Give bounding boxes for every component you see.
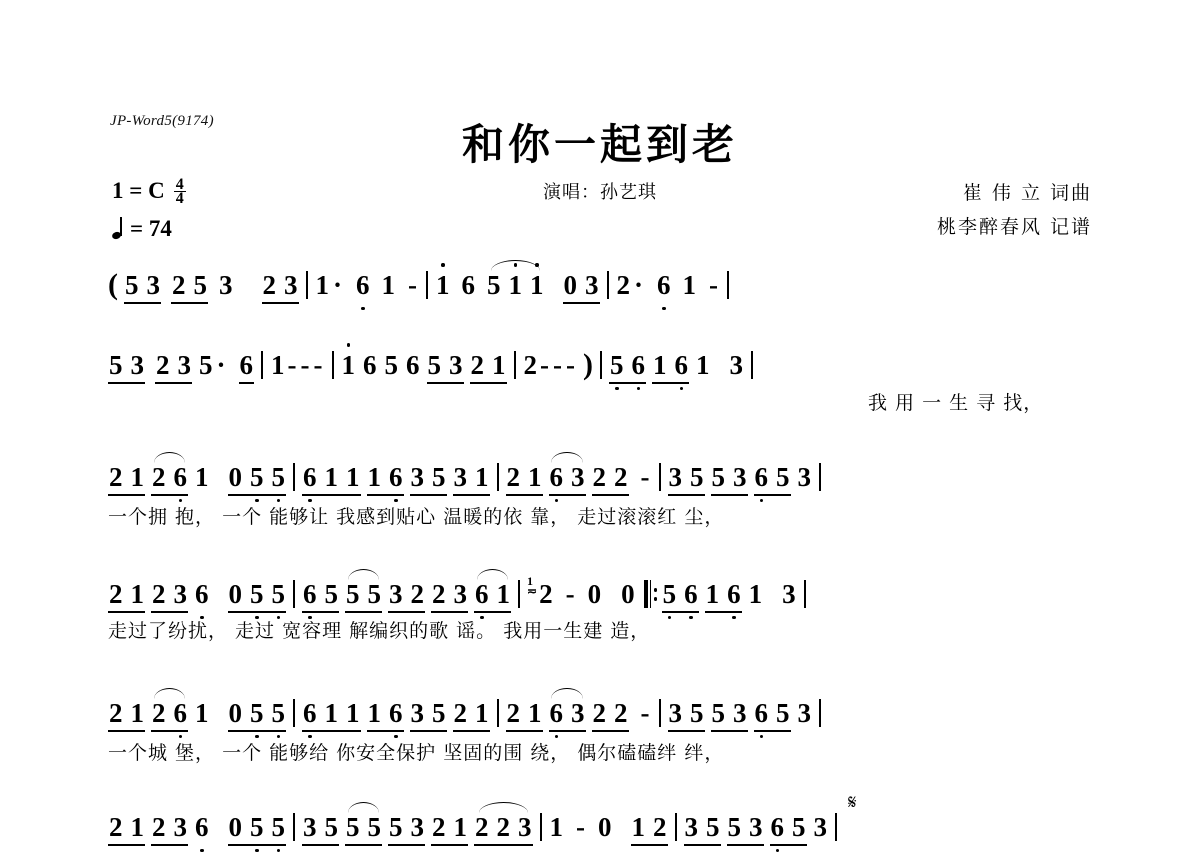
notes-row-5 (108, 698, 1100, 740)
barline (804, 580, 806, 608)
slur: 5 5 (345, 579, 382, 613)
note: 5 (384, 350, 399, 380)
barline (819, 463, 821, 491)
note: 2 (616, 270, 631, 300)
note: 6 (356, 270, 370, 300)
note-group: 2 3 (262, 270, 299, 304)
note-group: 6 1 1 (302, 698, 361, 732)
barline (293, 699, 295, 727)
time-signature (174, 178, 186, 205)
duration-dash: - (565, 579, 575, 609)
music-line-3 (0, 462, 1200, 528)
note: 6 (363, 350, 377, 380)
barline (607, 271, 609, 299)
note-group: 0 3 (563, 270, 600, 304)
tempo-marking (112, 216, 186, 242)
duration-dash: - (640, 462, 650, 492)
notes-row-2: 5 3 2 3 5 · 6 1 - - - 1 6 5 6 5 3 2 1 2 - - - ) 5 6 1 6 1 3 (108, 348, 1100, 390)
barline (497, 699, 499, 727)
note-group: 5 3 (711, 698, 748, 732)
tempo-value: = 74 (130, 216, 172, 241)
note-group: 6 5 (770, 812, 807, 846)
note-group: 5 3 (124, 270, 161, 304)
note: 1 (315, 270, 329, 300)
note-group: 3 5 (668, 698, 705, 732)
lyrics-row-3: 一个拥 抱， 一个 能够让 我感到贴心 温暖的依 靠， 走过滚滚红 尘， (108, 506, 725, 528)
note-group: 0 5 5 (228, 812, 287, 846)
note-group: 5 3 (727, 812, 764, 846)
note-group: 5 3 (427, 350, 464, 384)
note-group: 2 2 (592, 462, 629, 496)
note: 5 (199, 350, 213, 380)
barline (675, 813, 677, 841)
note: 3 (813, 812, 827, 842)
note-group: 2 1 (108, 462, 145, 496)
note: 3 (219, 270, 233, 300)
barline (293, 813, 295, 841)
note-group: 5 6 (662, 579, 699, 613)
note: 6 (657, 270, 671, 300)
watermark-label: JP-Word5(9174) (110, 113, 214, 129)
time-signature-numerator: 4 (175, 176, 184, 193)
slur: 6 3 (549, 462, 586, 496)
note: 6 (195, 812, 209, 842)
barline (332, 351, 334, 379)
duration-dash: - (709, 270, 719, 300)
barline (819, 699, 821, 727)
note-group: 5 6 (609, 350, 646, 384)
note: 2 (539, 579, 553, 609)
credits (937, 176, 1092, 244)
note: 1 (271, 350, 285, 380)
lyrics-row-5: 一个城 堡， 一个 能够给 你安全保护 坚固的围 绕， 偶尔磕磕绊 绊， (108, 742, 725, 764)
slur: 6 3 (549, 698, 586, 732)
phrase-open-paren: ( (108, 268, 118, 301)
note-group: 5 3 (108, 350, 145, 384)
duration-dash: - (576, 812, 585, 842)
note: 0 (587, 579, 602, 609)
note: 0 (598, 812, 612, 842)
note-group: 3 5 (668, 462, 705, 496)
credit-line-notator: 桃李醉春风 记谱 (936, 216, 1092, 238)
first-ending-marker: 1 ≂ (527, 574, 538, 598)
note: 6 (461, 270, 476, 300)
note-group: 2 1 (108, 698, 145, 732)
note-group: 5 3 (388, 812, 425, 846)
note: 1 (341, 350, 356, 380)
music-line-6 (0, 790, 1200, 868)
note-group: 2 1 (431, 812, 468, 846)
note: 3 (797, 698, 811, 728)
duration-dash: - (408, 270, 418, 300)
key-signature (112, 176, 186, 210)
note: 1 (195, 698, 209, 728)
barline (727, 271, 729, 299)
note-group: 1 6 (367, 698, 404, 732)
slur: 2 2 3 (474, 812, 533, 846)
note-group: 2 1 (453, 698, 490, 732)
barline (293, 463, 295, 491)
notes-row-6 (108, 812, 1100, 854)
duration-dash: - (640, 698, 650, 728)
barline (306, 271, 308, 299)
segno-icon: 𝄋 (848, 790, 857, 814)
repeat-sign (644, 580, 657, 608)
note-group: 6 5 (302, 579, 339, 613)
note-group: 3 5 (410, 698, 447, 732)
notes-row-4 (108, 576, 1100, 618)
note-group: 0 5 5 (228, 698, 287, 732)
note-group: 6 5 (754, 698, 791, 732)
key-label: 1 = C (112, 178, 165, 203)
note-group: 2 1 (108, 579, 145, 613)
singer-label: 演唱：孙艺琪 (543, 182, 657, 203)
barline (293, 580, 295, 608)
note: 1 (381, 270, 396, 300)
note-group: 2 3 (151, 579, 188, 613)
barline (540, 813, 542, 841)
note-group: 2 5 (171, 270, 208, 304)
lyrics-row-2: 我 用 一 生 寻 找， (868, 392, 1044, 414)
note-group: 1 6 (367, 462, 404, 496)
note: 0 (621, 579, 635, 609)
slur: 2 6 (151, 698, 188, 732)
barline (518, 580, 520, 608)
note: 6 (195, 579, 209, 609)
key-tempo-block (112, 176, 186, 242)
note-group: 2 3 (151, 812, 188, 846)
quarter-note-icon (112, 218, 126, 240)
note-group: 1 6 (652, 350, 689, 384)
note-group: 3 5 (410, 462, 447, 496)
music-line-5 (0, 698, 1200, 764)
note-group: 2 1 (506, 698, 543, 732)
slur: 6 1 (474, 579, 511, 613)
notes-row-3 (108, 462, 1100, 504)
note-group: 6 1 1 (302, 462, 361, 496)
barline (835, 813, 837, 841)
slur: 2 6 (151, 462, 188, 496)
time-signature-denominator: 4 (175, 190, 184, 207)
note-group: 0 5 5 (228, 462, 287, 496)
note-group: 5 3 (711, 462, 748, 496)
note: 2 (523, 350, 538, 380)
note: 3 (797, 462, 811, 492)
note-group: 2 1 (470, 350, 507, 384)
note-group: 2 2 (592, 698, 629, 732)
lyrics-row-4: 走过了纷扰， 走过 宽容理 解编织的歌 谣。 我用一生建 造， (108, 620, 651, 642)
note: 1 (195, 462, 209, 492)
note-group: 2 1 (108, 812, 145, 846)
phrase-close-paren: ) (583, 348, 594, 381)
barline (600, 351, 602, 379)
note: 1 (696, 350, 710, 380)
note-group: 3 5 (684, 812, 721, 846)
note: 6 (239, 350, 255, 384)
barline (426, 271, 428, 299)
note: 3 (782, 579, 796, 609)
note-group: 2 3 (431, 579, 468, 613)
note-group: 2 1 (506, 462, 543, 496)
credit-line-lyricist: 崔 伟 立 词曲 (962, 182, 1092, 204)
music-line-2 (0, 348, 1200, 414)
note-group: 2 3 (155, 350, 192, 384)
music-line-1 (0, 268, 1200, 324)
note-group: 0 5 5 (228, 579, 287, 613)
note: 1 (682, 270, 697, 300)
barline (261, 351, 263, 379)
page-title: 和你一起到老 (461, 120, 738, 169)
note-group: 3 1 (453, 462, 490, 496)
barline (659, 699, 661, 727)
note-group: 1 2 (631, 812, 668, 846)
note: 1 (549, 812, 563, 842)
slur: 5 5 (345, 812, 382, 846)
barline (497, 463, 499, 491)
note: 1 (748, 579, 763, 609)
note-group: 1 6 (705, 579, 742, 613)
note: 3 (729, 350, 744, 380)
note-group: 3 5 (302, 812, 339, 846)
note: 1 (436, 270, 450, 300)
notes-row-1: ( 5 3 2 5 3 2 3 1 · 6 1 - 1 6 5 1 1 0 3 2 · 6 1 - (108, 268, 1100, 310)
slur: 5 1 1 (487, 270, 544, 300)
music-line-4 (0, 574, 1200, 642)
barline (751, 351, 753, 379)
barline (514, 351, 516, 379)
note-group: 6 5 (754, 462, 791, 496)
note: 6 (406, 350, 420, 380)
barline (659, 463, 661, 491)
note-group: 3 2 (388, 579, 425, 613)
